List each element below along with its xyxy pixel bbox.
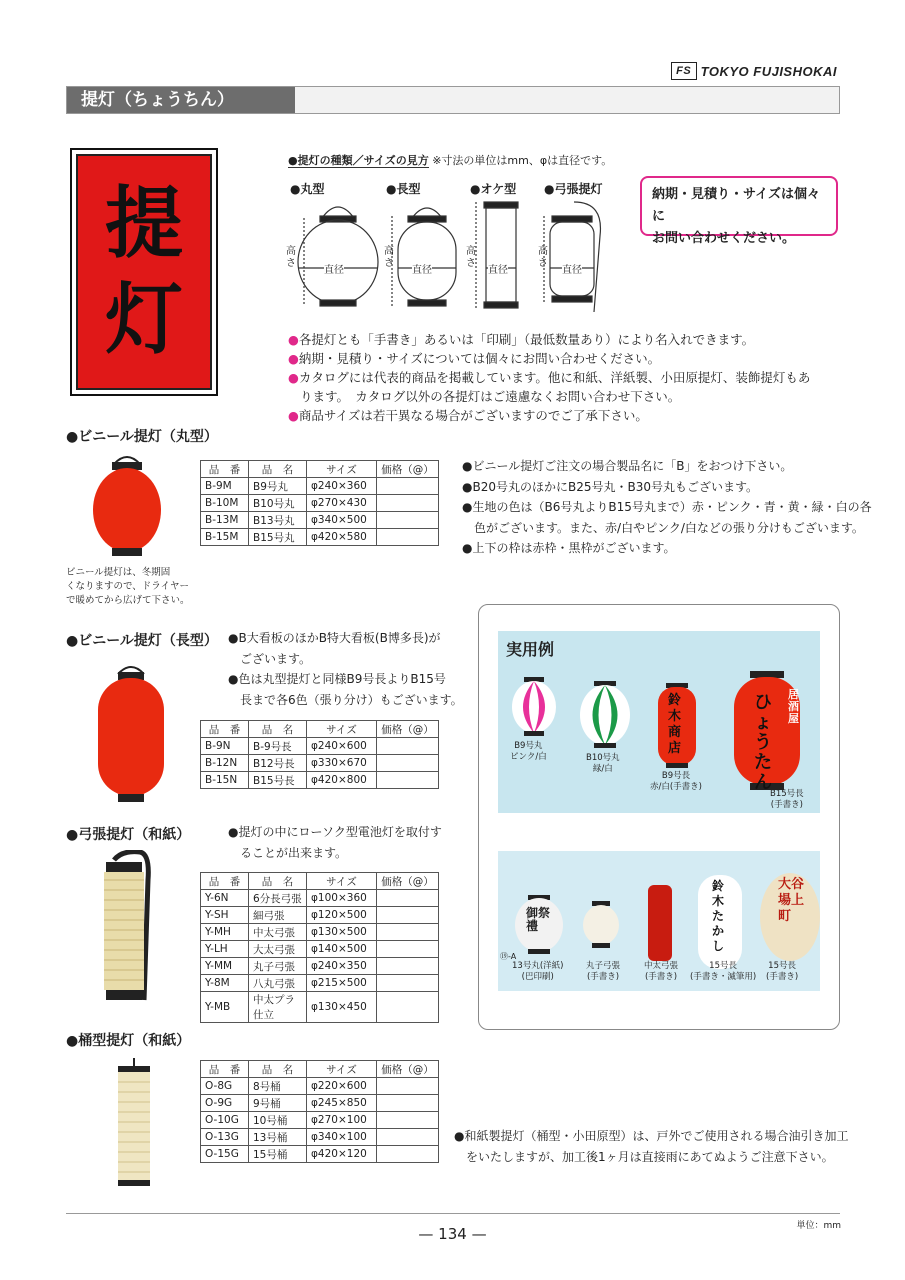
table-row: Y-MH 中太弓張 φ130×500 [201,924,439,941]
yumi-lantern-image [100,850,160,1010]
table-row: B-9M B9号丸 φ240×360 [201,478,439,495]
oke-notes: ●和紙製提灯（桶型・小田原型）は、戸外でご使用される場合油引き加工 をいたしますが、加工後1ヶ月は直接雨にあてぬようご注意下さい。 [454,1129,849,1164]
example-photo-2 [498,851,820,991]
maru-notes: ●ビニール提灯ご注文の場合製品名に「B」をおつけ下さい。 ●B20号丸のほかにB25号丸・B30号丸もございます。 ●生地の色は（B6号丸よりB15号丸まで）赤・ピンク・青・黄・緑・白の各 色がございます。また、赤/白やピンク/白などの張り分けもございます。 ●上下の枠は赤枠・黒枠がございます。 [462,459,872,555]
callout-line-2: お問い合わせください。 [652,231,796,246]
table-row: B-15M B15号丸 φ420×580 [201,529,439,546]
examples-title: 実用例 [506,640,555,659]
naga-notes: ●B大看板のほかB特大看板(B博多長)が ございます。 ●色は丸型提灯と同様B9号長よりB15号 長まで各6色（張り分け）もございます。 [228,631,463,707]
diameter-label-3: 直径 [488,261,508,276]
height-label-1: 高さ [286,246,296,269]
height-label-3: 高さ [466,246,476,269]
kanban-char-2: 灯 [104,274,183,365]
photo1-lantern-text-hyoutan: ひょうたん [754,692,772,793]
brand-name: TOKYO FUJISHOKAI [700,63,837,79]
maru-lantern-image [92,452,162,564]
table-row: B-10M B10号丸 φ270×430 [201,495,439,512]
type-label-naga: ●長型 [386,182,421,196]
table-row: O-13G 13号桶 φ340×100 [201,1129,439,1146]
height-label-4: 高さ [538,246,548,269]
callout-line-1: 納期・見積り・サイズは個々に [652,187,820,224]
page-number: — 134 — [418,1225,487,1243]
table-row: Y-MB 中太プラ仕立 φ130×450 [201,992,439,1023]
photo1-caption-1: B9号丸 ピンク/白 [510,741,547,762]
types-diagram [282,196,632,320]
table-row: B-12N B12号長 φ330×670 [201,755,439,772]
table-row: Y-LH 大太弓張 φ140×500 [201,941,439,958]
kanban-char-1: 提 [104,178,183,269]
table-row: B-13M B13号丸 φ340×500 [201,512,439,529]
section-title-maru: ●ビニール提灯（丸型） [66,429,218,445]
note-item: ●カタログには代表的商品を掲載しています。他に和紙、洋紙製、小田原提灯、装飾提灯もあ [288,370,811,385]
type-label-oke: ●オケ型 [470,182,517,196]
kanban-red-panel [76,154,212,390]
table-row: O-10G 10号桶 φ270×100 [201,1112,439,1129]
naga-spec-table [200,720,439,789]
general-notes [288,330,810,425]
diameter-label-2: 直径 [412,261,432,276]
yumi-spec-table [200,872,439,1023]
naga-lantern-image [96,660,166,808]
photo2-lantern-text-gosairei: 御祭禮 [526,906,551,933]
oke-spec-table [200,1060,439,1163]
note-item: ●各提灯とも「手書き」あるいは「印刷」（最低数量あり）により名入れできます。 [288,332,755,347]
table-row: Y-SH 細弓張 φ120×500 [201,907,439,924]
table-header-row: 品 番 品 名 サイズ 価格（@） [201,721,439,738]
table-header-row: 品 番 品 名 サイズ 価格（@） [201,873,439,890]
photo2-lantern-text-ooyaba: 大谷場上町 [778,877,805,924]
photo2-caption-4: 15号長 (手書き・滅筆用) [690,961,757,982]
section-title-naga: ●ビニール提灯（長型） [66,633,218,649]
photo2-code: ⑲-A [500,952,517,961]
photo1-caption-2: B10号丸 緑/白 [586,753,620,774]
title-bar [66,86,840,114]
table-row: B-15N B15号長 φ420×800 [201,772,439,789]
oke-lantern-image [114,1058,154,1194]
table-header-row: 品 番 品 名 サイズ 価格（@） [201,461,439,478]
example-photo-1 [498,631,820,813]
footer-divider [66,1213,840,1214]
type-label-maru: ●丸型 [290,182,325,196]
photo1-lantern-text-suzuki: 鈴木商店 [668,693,682,756]
table-row: Y-6N 6分長弓張 φ100×360 [201,890,439,907]
types-heading-note: ※寸法の単位はmm、φは直径です。 [432,154,613,167]
photo1-lantern-text-izakaya: 居酒屋 [788,688,799,725]
diameter-label-4: 直径 [562,261,582,276]
types-heading [288,152,612,168]
photo2-caption-5: 15号長 (手書き) [766,961,799,982]
table-header-row: 品 番 品 名 サイズ 価格（@） [201,1061,439,1078]
table-row: Y-MM 丸子弓張 φ240×350 [201,958,439,975]
table-row: O-8G 8号桶 φ220×600 [201,1078,439,1095]
types-heading-title: ●提灯の種類／サイズの見方 [288,154,429,167]
vinyl-care-note: ビニール提灯は、冬期固 くなりますので、ドライヤー で暖めてから広げて下さい。 [66,567,190,606]
yumi-notes: ●提灯の中にローソク型電池灯を取付す ることが出来ます。 [228,825,442,860]
table-row: O-9G 9号桶 φ245×850 [201,1095,439,1112]
note-item: ります。 カタログ以外の各提灯はご遠慮なくお問い合わせ下さい。 [300,389,681,404]
fujishokai-logo-icon: FS [671,62,697,80]
diameter-label-1: 直径 [324,261,344,276]
photo2-caption-2: 丸子弓張 (手書き) [586,961,621,982]
maru-spec-table [200,460,439,546]
table-row: O-15G 15号桶 φ420×120 [201,1146,439,1163]
unit-note: 単位：mm [796,1221,841,1231]
brand-logo [671,62,837,80]
type-label-yumi: ●弓張提灯 [544,182,603,196]
section-title-yumi: ●弓張提灯（和紙） [66,827,191,843]
section-title-oke: ●桶型提灯（和紙） [66,1033,191,1049]
table-row: B-9N B-9号長 φ240×600 [201,738,439,755]
table-row: Y-8M 八丸弓張 φ215×500 [201,975,439,992]
photo1-caption-3: B9号長 赤/白(手書き) [650,771,702,792]
note-item: ●商品サイズは若干異なる場合がございますのでご了承下さい。 [288,408,648,423]
photo1-caption-4: B15号長 (手書き) [770,789,804,810]
photo2-lantern-text-suzuki: 鈴木たかし [712,879,725,953]
note-item: ●納期・見積り・サイズについては個々にお問い合わせください。 [288,351,661,366]
photo2-caption-3: 中太弓張 (手書き) [644,961,679,982]
page-title: 提灯（ちょうちん） [67,87,295,113]
photo2-caption-1: 13号丸(洋紙) (巴印刷) [512,961,564,982]
kanban-image [70,148,218,396]
contact-callout [640,176,838,246]
height-label-2: 高さ [384,246,394,269]
